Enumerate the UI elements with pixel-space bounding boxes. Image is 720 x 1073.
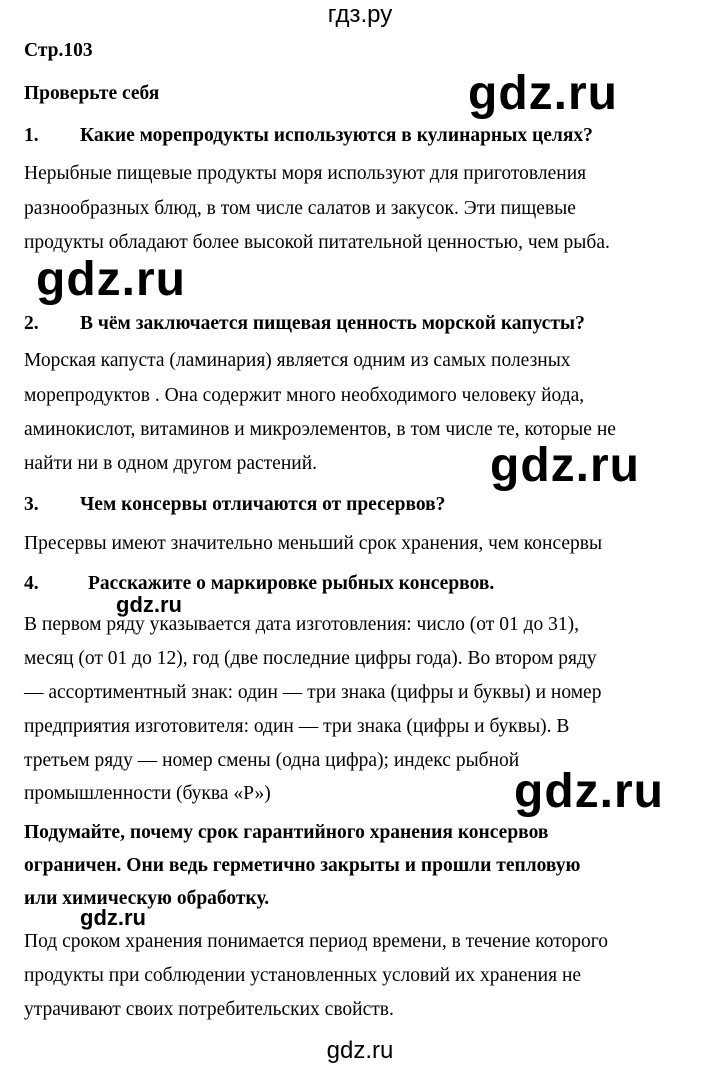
think-answer-line-2: продукты при соблюдении установленных условий их хранения не: [24, 965, 582, 986]
question-1: [24, 123, 593, 149]
answer-1-line-3: продукты обладают более высокой питательной ценностью, чем рыба.: [24, 232, 610, 253]
site-header: гдз.ру: [327, 1, 393, 28]
answer-4-line-6: промышленности (буква «Р»): [24, 783, 271, 804]
answer-2-line-2: морепродуктов . Она содержит много необходимого человеку йода,: [24, 385, 585, 406]
question-3-text: Чем консервы отличаются от пресервов?: [80, 494, 446, 515]
question-1-text: Какие морепродукты используются в кулинарных целях?: [80, 125, 593, 146]
question-3-number: 3.: [24, 494, 39, 515]
section-title: Проверьте себя: [24, 83, 160, 104]
question-4-text: Расскажите о маркировке рыбных консервов.: [88, 573, 495, 594]
watermark: gdz.ru: [514, 765, 664, 818]
think-question-line-1: Подумайте, почему срок гарантийного хранения консервов: [24, 822, 549, 843]
watermark: gdz.ru: [80, 905, 146, 930]
answer-2-line-4: найти ни в одном другом растений.: [24, 453, 318, 474]
answer-1-line-2: разнообразных блюд, в том числе салатов и закусок. Эти пищевые: [24, 198, 576, 219]
question-4-number: 4.: [24, 573, 39, 594]
question-2: [24, 311, 585, 337]
page-label: Стр.103: [24, 40, 93, 61]
think-answer-line-1: Под сроком хранения понимается период времени, в течение которого: [24, 931, 608, 952]
question-3: [24, 492, 445, 518]
answer-3-line-1: Пресервы имеют значительно меньший срок хранения, чем консервы: [24, 533, 603, 554]
question-2-number: 2.: [24, 313, 39, 334]
think-question-line-2: ограничен. Они ведь герметично закрыты и прошли тепловую: [24, 855, 581, 876]
answer-4-line-4: предприятия изготовителя: один — три знака (цифры и буквы). В: [24, 716, 570, 737]
answer-2-line-1: Морская капуста (ламинария) является одним из самых полезных: [24, 350, 571, 371]
think-answer-line-3: утрачивают своих потребительских свойств.: [24, 999, 394, 1020]
answer-1-line-1: Нерыбные пищевые продукты моря используют для приготовления: [24, 163, 587, 184]
watermark: gdz.ru: [116, 592, 182, 617]
watermark: gdz.ru: [36, 253, 186, 306]
watermark: gdz.ru: [490, 439, 640, 492]
site-footer: gdz.ru: [326, 1037, 394, 1064]
answer-4-line-5: третьем ряду — номер смены (одна цифра); индекс рыбной: [24, 750, 520, 771]
question-2-text: В чём заключается пищевая ценность морской капусты?: [80, 313, 585, 334]
answer-4-line-3: — ассортиментный знак: один — три знака (цифры и буквы) и номер: [24, 682, 602, 703]
answer-4-line-2: месяц (от 01 до 12), год (две последние цифры года). Во втором ряду: [24, 648, 597, 669]
answer-2-line-3: аминокислот, витаминов и микроэлементов, в том числе те, которые не: [24, 419, 616, 440]
question-4: [24, 571, 494, 597]
think-question-line-3: или химическую обработку.: [24, 888, 270, 909]
question-1-number: 1.: [24, 125, 39, 146]
answer-4-line-1: В первом ряду указывается дата изготовления: число (от 01 до 31),: [24, 614, 579, 635]
watermark: gdz.ru: [468, 67, 618, 120]
